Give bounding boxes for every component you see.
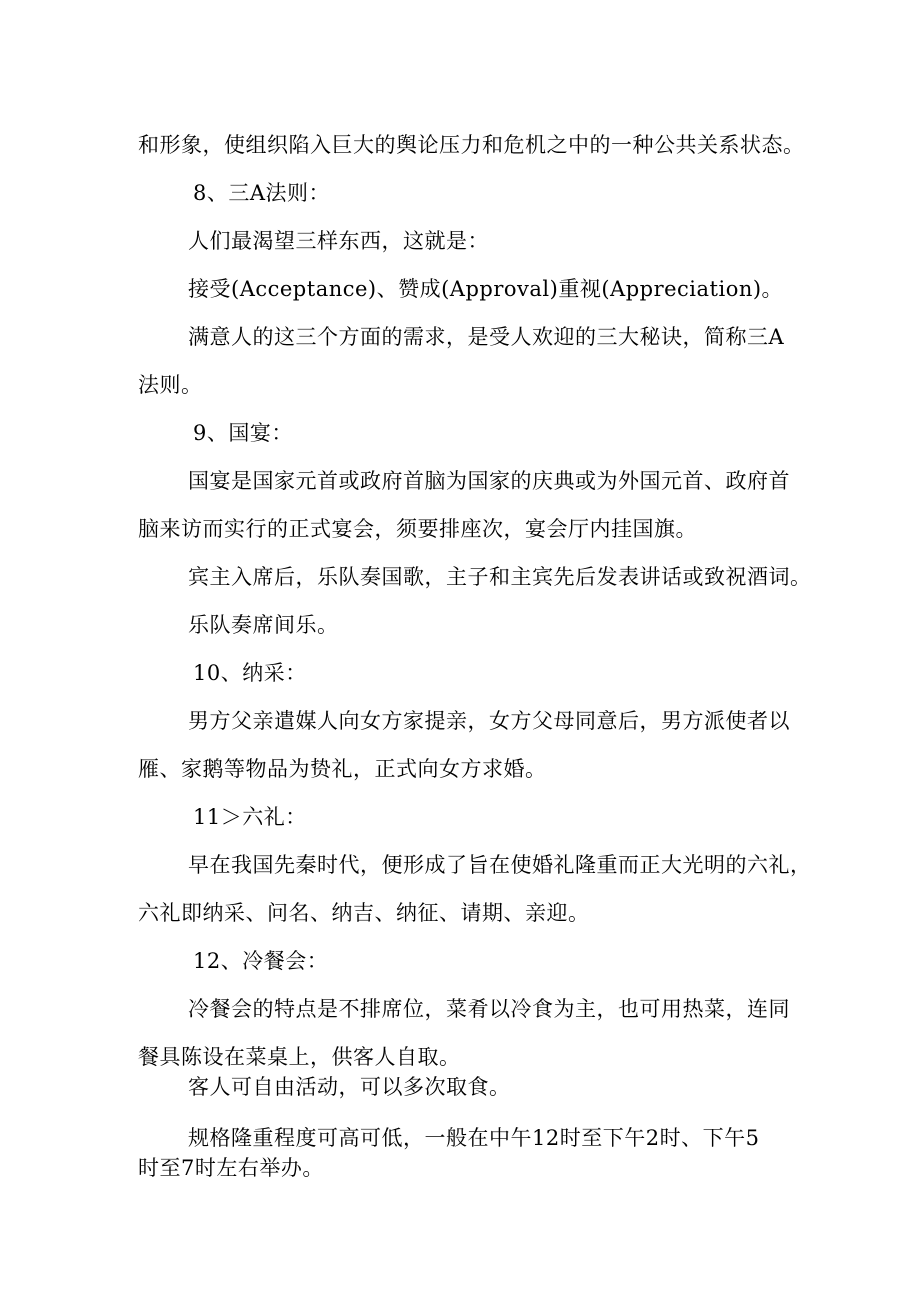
paragraph-line: 时至7时左右举办。	[138, 1156, 324, 1180]
paragraph-line: 乐队奏席间乐。	[188, 613, 339, 637]
section-heading: 11＞六礼：	[193, 805, 307, 829]
paragraph-line: 国宴是国家元首或政府首脑为国家的庆典或为外国元首、政府首	[188, 469, 790, 493]
paragraph-line: 客人可自由活动，可以多次取食。	[188, 1075, 511, 1099]
paragraph-line: 规格隆重程度可高可低，一般在中午12时至下午2时、下午5	[188, 1126, 760, 1150]
section-heading: 10、纳采：	[193, 661, 307, 685]
paragraph-line: 接受(Acceptance)、赞成(Approval)重视(Appreciation)。	[188, 277, 784, 301]
paragraph-line: 宾主入席后，乐队奏国歌，主子和主宾先后发表讲话或致祝酒词。	[188, 565, 812, 589]
paragraph-line: 脑来访而实行的正式宴会，须要排座次，宴会厅内挂国旗。	[138, 517, 697, 541]
paragraph-line: 雁、家鹅等物品为贽礼，正式向女方求婚。	[138, 757, 547, 781]
section-heading: 8、三A法则：	[193, 181, 331, 205]
paragraph-line: 男方父亲遣媒人向女方家提亲，女方父母同意后，男方派使者以	[188, 709, 790, 733]
paragraph-line: 满意人的这三个方面的需求，是受人欢迎的三大秘诀，简称三A	[188, 325, 785, 349]
section-heading: 12、冷餐会：	[193, 949, 329, 973]
paragraph-line: 六礼即纳采、问名、纳吉、纳征、请期、亲迎。	[138, 901, 590, 925]
section-heading: 9、国宴：	[193, 421, 293, 445]
paragraph-line: 餐具陈设在菜桌上，供客人自取。	[138, 1045, 461, 1069]
paragraph-line: 早在我国先秦时代，便形成了旨在使婚礼隆重而正大光明的六礼，	[188, 853, 812, 877]
paragraph-line: 和形象，使组织陷入巨大的舆论压力和危机之中的一种公共关系状态。	[138, 133, 805, 157]
paragraph-line: 冷餐会的特点是不排席位，菜肴以冷食为主，也可用热菜，连同	[188, 997, 790, 1021]
paragraph-line: 人们最渴望三样东西，这就是：	[188, 229, 489, 253]
paragraph-line: 法则。	[138, 373, 203, 397]
